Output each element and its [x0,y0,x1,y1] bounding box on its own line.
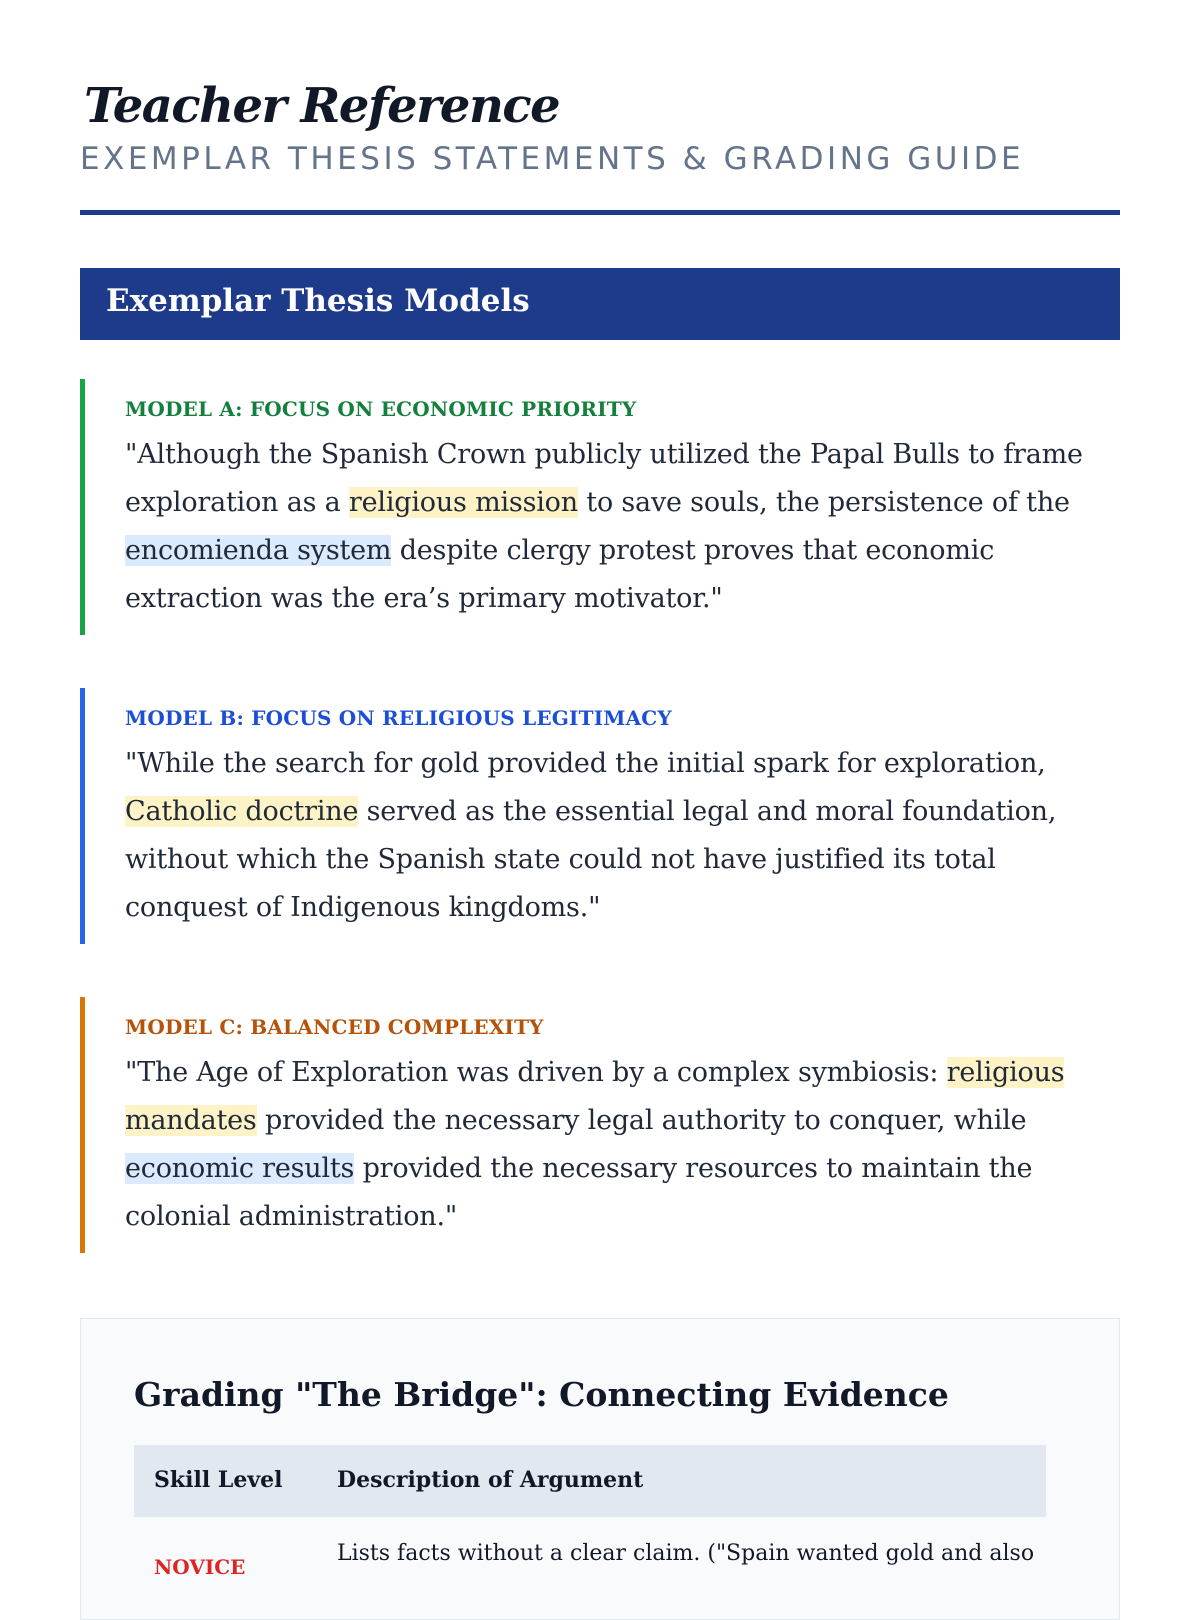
argument-description: Lists facts without a clear claim. ("Spain wanted gold and also [337,1541,1035,1566]
model-label: MODEL C: BALANCED COMPLEXITY [125,1015,544,1039]
column-header-skill-level: Skill Level [154,1467,283,1493]
thesis-segment: despite clergy protest proves that economic extraction was the era’s primary motivator." [125,535,995,614]
thesis-segment: "The Age of Exploration was driven by a complex symbiosis: [125,1057,947,1088]
model-label: MODEL B: FOCUS ON RELIGIOUS LEGITIMACY [125,706,672,730]
model-accent-bar [80,997,85,1253]
highlight-economic-term: economic results [125,1153,355,1184]
thesis-segment: provided the necessary resources to maintain the colonial administration." [125,1153,1033,1232]
grading-title: Grading "The Bridge": Connecting Evidence [134,1375,949,1414]
thesis-segment: "While the search for gold provided the initial spark for exploration, [125,748,1046,779]
thesis-segment: to save souls, the persistence of the [577,487,1070,518]
model-thesis-text [125,740,1115,932]
page-subtitle: EXEMPLAR THESIS STATEMENTS & GRADING GUIDE [80,141,1025,177]
section-title: Exemplar Thesis Models [106,283,530,319]
highlight-economic-term: encomienda system [125,535,392,566]
thesis-segment: provided the necessary legal authority to conquer, while [256,1105,1027,1136]
model-thesis-text [125,431,1115,623]
skill-level-badge: NOVICE [154,1555,246,1579]
model-accent-bar [80,688,85,944]
highlight-religious-term: religious mandates [125,1057,1065,1136]
page-title: Teacher Reference [84,78,560,134]
model-accent-bar [80,379,85,635]
thesis-segment: "Although the Spanish Crown publicly utilized the Papal Bulls to frame exploration as a [125,439,1083,518]
highlight-religious-term: religious mission [348,487,578,518]
column-header-description: Description of Argument [337,1467,644,1493]
table-header [134,1445,1046,1517]
grading-panel [80,1318,1120,1620]
model-card-a [80,379,1120,635]
thesis-segment: served as the essential legal and moral foundation, without which the Spanish state could not have justified its total conquest of Indigenous kingdoms." [125,796,1057,923]
model-card-c [80,997,1120,1253]
model-thesis-text [125,1049,1115,1241]
section-banner [80,268,1120,340]
model-label: MODEL A: FOCUS ON ECONOMIC PRIORITY [125,397,637,421]
header-divider [80,210,1120,215]
highlight-religious-term: Catholic doctrine [125,796,359,827]
model-card-b [80,688,1120,944]
